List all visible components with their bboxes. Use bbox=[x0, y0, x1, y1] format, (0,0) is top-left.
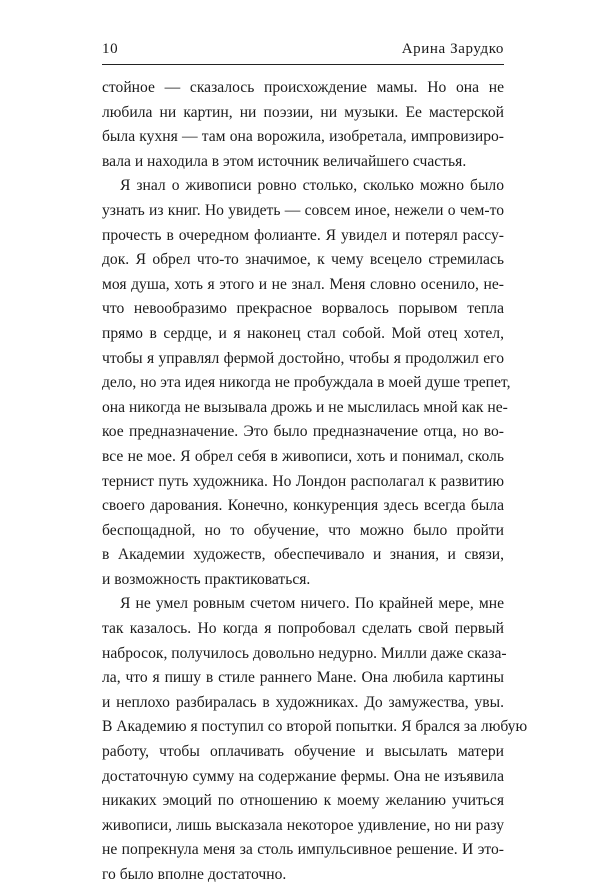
text-line: вала и находила в этом источник величайшего счастья. bbox=[102, 152, 467, 170]
text-line: была кухня — там она ворожила, изобретала, импровизиро- bbox=[102, 128, 504, 146]
text-line: не попрекнула меня за столь импульсивное решение. И это- bbox=[102, 841, 504, 859]
text-line: живописи, лишь высказала некоторое удивление, но ни разу bbox=[102, 816, 504, 834]
text-line: никаких эмоций по отношению к моему желанию учиться bbox=[102, 792, 504, 810]
text-line: что невообразимо прекрасное ворвалось порывом тепла bbox=[102, 300, 504, 318]
text-line: кое предназначение. Это было предназначение отца, но во- bbox=[102, 423, 504, 441]
text-line: прочесть в очередном фолианте. Я увидел и потерял рассу- bbox=[102, 226, 504, 244]
text-line: и неплохо разбиралась в художниках. До замужества, увы. bbox=[102, 693, 504, 711]
text-line: Я не умел ровным счетом ничего. По крайней мере, мне bbox=[120, 595, 504, 613]
text-line: тернист путь художника. Но Лондон располагал к развитию bbox=[102, 472, 504, 490]
running-title-author: Арина Зарудко bbox=[401, 41, 504, 57]
text-line: работу, чтобы оплачивать обучение и высылать матери bbox=[102, 743, 504, 761]
text-line: Я знал о живописи ровно столько, сколько можно было bbox=[120, 177, 504, 195]
text-line: все не мое. Я обрел себя в живописи, хоть и понимал, сколь bbox=[102, 447, 504, 465]
text-line: го было вполне достаточно. bbox=[102, 866, 287, 883]
text-line: стойное — сказалось происхождение мамы. Но она не bbox=[102, 79, 504, 96]
text-line: в Академии художеств, обеспечивало и знания, и связи, bbox=[102, 546, 504, 564]
text-line: она никогда не вызывала дрожь и не мыслилась мной как не- bbox=[102, 398, 508, 416]
text-line: моя душа, хоть я этого и не знал. Меня словно осенило, не- bbox=[102, 275, 504, 293]
text-line: прямо в сердце, и я наконец стал собой. Мой отец хотел, bbox=[102, 324, 504, 342]
paragraph bbox=[102, 592, 528, 887]
text-line: достаточную сумму на содержание фермы. Она не изъявила bbox=[102, 767, 504, 785]
text-line: так казалось. Но когда я попробовал сделать свой первый bbox=[102, 620, 504, 638]
paragraph bbox=[102, 174, 511, 592]
paragraph bbox=[102, 76, 504, 174]
text-line: своего дарования. Конечно, конкуренция здесь всегда была bbox=[102, 497, 504, 515]
text-line: любила ни картин, ни поэзии, ни музыки. Ее мастерской bbox=[102, 103, 504, 121]
text-line: дело, но эта идея никогда не пробуждала в моей душе трепет, bbox=[102, 374, 511, 392]
text-line: ла, что я пишу в стиле раннего Мане. Она любила картины bbox=[102, 669, 504, 687]
page-header bbox=[102, 38, 504, 65]
text-line: чтобы я управлял фермой достойно, чтобы я продолжил его bbox=[102, 349, 504, 367]
text-line: и возможность практиковаться. bbox=[102, 570, 311, 588]
text-line: беспощадной, но то обучение, что можно было пройти bbox=[102, 521, 504, 539]
text-line: док. Я обрел что-то значимое, к чему всецело стремилась bbox=[102, 251, 504, 269]
text-line: узнать из книг. Но увидеть — совсем иное, нежели о чем-то bbox=[102, 201, 504, 219]
body-text bbox=[102, 76, 528, 888]
page-number: 10 bbox=[102, 41, 119, 57]
text-line: В Академию я поступил со второй попытки. Я брался за любую bbox=[102, 718, 528, 736]
text-line: набросок, получилось довольно недурно. Милли даже сказа- bbox=[102, 644, 507, 662]
